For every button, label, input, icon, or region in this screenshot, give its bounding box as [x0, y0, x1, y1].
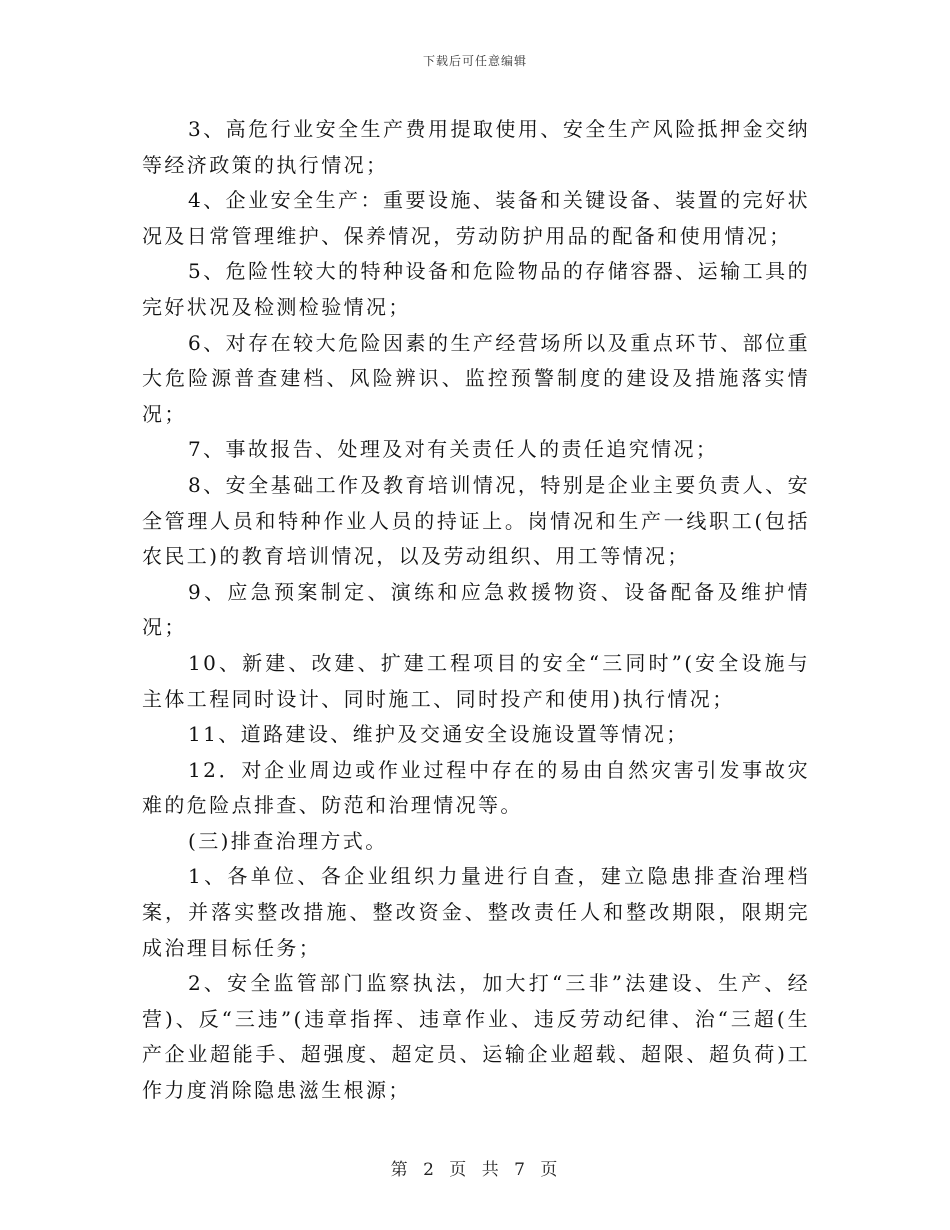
paragraph-item-5: 5、危险性较大的特种设备和危险物品的存储容器、运输工具的完好状况及检测检验情况； [142, 259, 810, 319]
paragraph-item-4: 4、企业安全生产：重要设施、装备和关键设备、装置的完好状况及日常管理维护、保养情况，劳动防护用品的配备和使用情况； [142, 188, 810, 248]
paragraph-item-7: 7、事故报告、处理及对有关责任人的责任追究情况； [188, 437, 719, 462]
paragraph-item-8: 8、安全基础工作及教育培训情况，特别是企业主要负责人、安全管理人员和特种作业人员的持证上。岗情况和生产一线职工(包括农民工)的教育培训情况，以及劳动组织、用工等情况； [142, 472, 810, 569]
paragraph-item-9: 9、应急预案制定、演练和应急救援物资、设备配备及维护情况； [142, 579, 810, 640]
paragraph-item-11: 11、道路建设、维护及交通安全设施设置等情况； [188, 722, 689, 747]
method-item-2: 2、安全监管部门监察执法，加大打“三非”法建设、生产、经营)、反“三违”(违章指挥、违章作业、违反劳动纪律、治“三超(生产企业超能手、超强度、超定员、运输企业超载、超限、超负荷)工作力度消除隐患滋生根源； [142, 971, 810, 1103]
method-item-1: 1、各单位、各企业组织力量进行自查，建立隐患排查治理档案，并落实整改措施、整改资金、整改责任人和整改期限，限期完成治理目标任务； [142, 864, 810, 960]
paragraph-item-12: 12．对企业周边或作业过程中存在的易由自然灾害引发事故灾难的危险点排查、防范和治理情况等。 [142, 757, 810, 818]
paragraph-item-3: 3、高危行业安全生产费用提取使用、安全生产风险抵押金交纳等经济政策的执行情况； [142, 117, 810, 177]
page-number: 第 2 页 共 7 页 [390, 1160, 560, 1180]
paragraph-item-6: 6、对存在较大危险因素的生产经营场所以及重点环节、部位重大危险源普查建档、风险辨识、监控预警制度的建设及措施落实情况； [142, 330, 810, 426]
page-header: 下载后可任意编辑 [422, 54, 527, 68]
document-body [142, 112, 810, 1109]
paragraph-item-10: 10、新建、改建、扩建工程项目的安全“三同时”(安全设施与主体工程同时设计、同时施工、同时投产和使用)执行情况； [142, 650, 810, 711]
section-heading: (三)排查治理方式。 [188, 828, 388, 853]
